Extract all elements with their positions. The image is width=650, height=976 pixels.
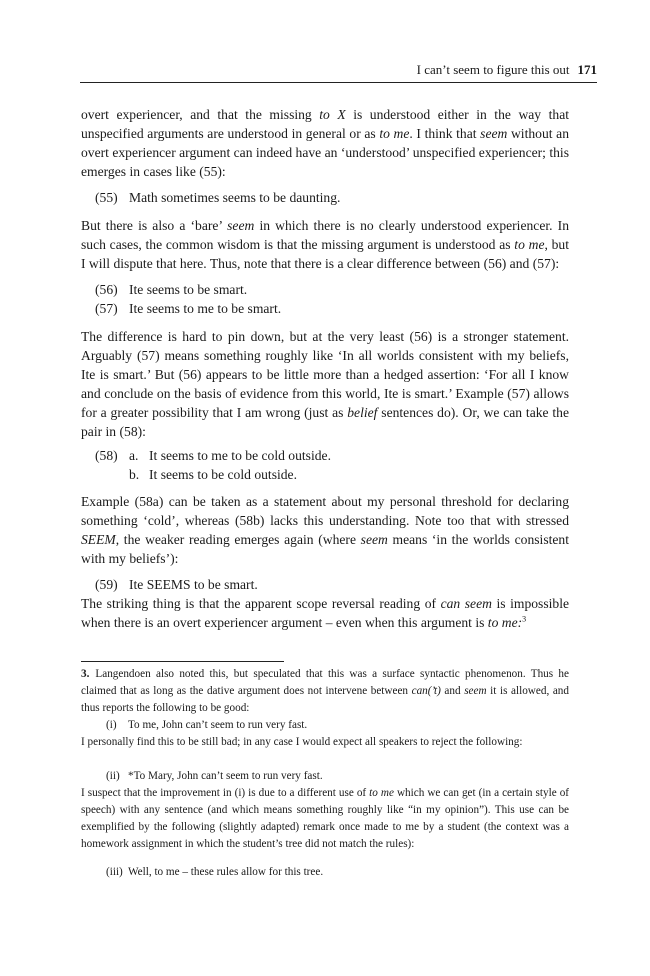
footnote-paragraph-1: 3. Langendoen also noted this, but speculated that this was a surface syntactic phenomenon. Thus he claimed that as long as the dative argument does not intervene between can(’t) and seem it is allowed, and thus reports the following to be good: bbox=[81, 668, 569, 714]
footnote-number: 3. bbox=[81, 668, 90, 680]
footnote-paragraph-2: I personally find this to be still bad; in any case I would expect all speakers to reject the following: bbox=[81, 736, 523, 748]
example-56: (56) Ite seems to be smart. bbox=[95, 282, 248, 297]
running-title: I can’t seem to figure this out bbox=[416, 62, 570, 77]
footnote-marker: 3 bbox=[522, 614, 527, 624]
example-57: (57) Ite seems to me to be smart. bbox=[95, 301, 282, 316]
paragraph-1: overt experiencer, and that the missing to X is understood either in the way that unspecified arguments are understood in general or as to me. I think that seem without an overt experiencer argument can indeed have an ‘understood’ unspecified experiencer; this emerges in cases like (55): bbox=[81, 107, 569, 179]
footnote-rule bbox=[81, 661, 284, 662]
paragraph-5: The striking thing is that the apparent scope reversal reading of can seem is impossible when there is an overt experiencer argument – even when this argument is to me:$^3$ bbox=[81, 596, 570, 630]
footnote-example-ii: (ii) *To Mary, John can’t seem to run very fast. bbox=[106, 770, 323, 782]
footnote-example-iii: (iii) Well, to me – these rules allow for this tree. bbox=[106, 866, 324, 878]
paragraph-4: Example (58a) can be taken as a statement about my personal threshold for declaring something ‘cold’, whereas (58b) lacks this understanding. Note too that with stressed SEEM, the weaker reading emerges again (where seem means ‘in the worlds consistent with my beliefs’): bbox=[81, 494, 569, 566]
paragraph-3: The difference is hard to pin down, but at the very least (56) is a stronger statement. Arguably (57) means something roughly like ‘In all worlds consistent with my beliefs, Ite is smart.’ But (56) appears to be little more than a hedged assertion: ‘For all I know and conclude on the basis of evidence from this world, Ite is smart.’ Example (57) allows for a greater possibility that I am wrong (just as belief sentences do). Or, we can take the pair in (58): bbox=[81, 329, 569, 439]
example-58a: (58) a. It seems to me to be cold outside. bbox=[95, 448, 331, 463]
paragraph-2: But there is also a ‘bare’ seem in which there is no clearly understood experiencer. In such cases, the common wisdom is that the missing argument is understood as to me, but I will dispute that here. Thus, note that there is a clear difference between (56) and (57): bbox=[81, 218, 570, 271]
example-55: (55) Math sometimes seems to be daunting. bbox=[95, 190, 341, 205]
running-header bbox=[80, 62, 597, 83]
footnote-example-i: (i) To me, John can’t seem to run very fast. bbox=[106, 719, 308, 731]
example-58b: b. It seems to be cold outside. bbox=[129, 467, 297, 482]
page-number: 171 bbox=[577, 62, 597, 77]
footnote-paragraph-3: I suspect that the improvement in (i) is due to a different use of to me which we can get (in a certain style of speech) with any sentence (and which means something roughly like “in my opinion”). This use can be exemplified by the following (slightly adapted) remark once made to me by a student (the context was a homework assignment in which the student’s tree did not match the rules): bbox=[81, 787, 570, 850]
example-59: (59) Ite SEEMS to be smart. bbox=[95, 577, 258, 592]
